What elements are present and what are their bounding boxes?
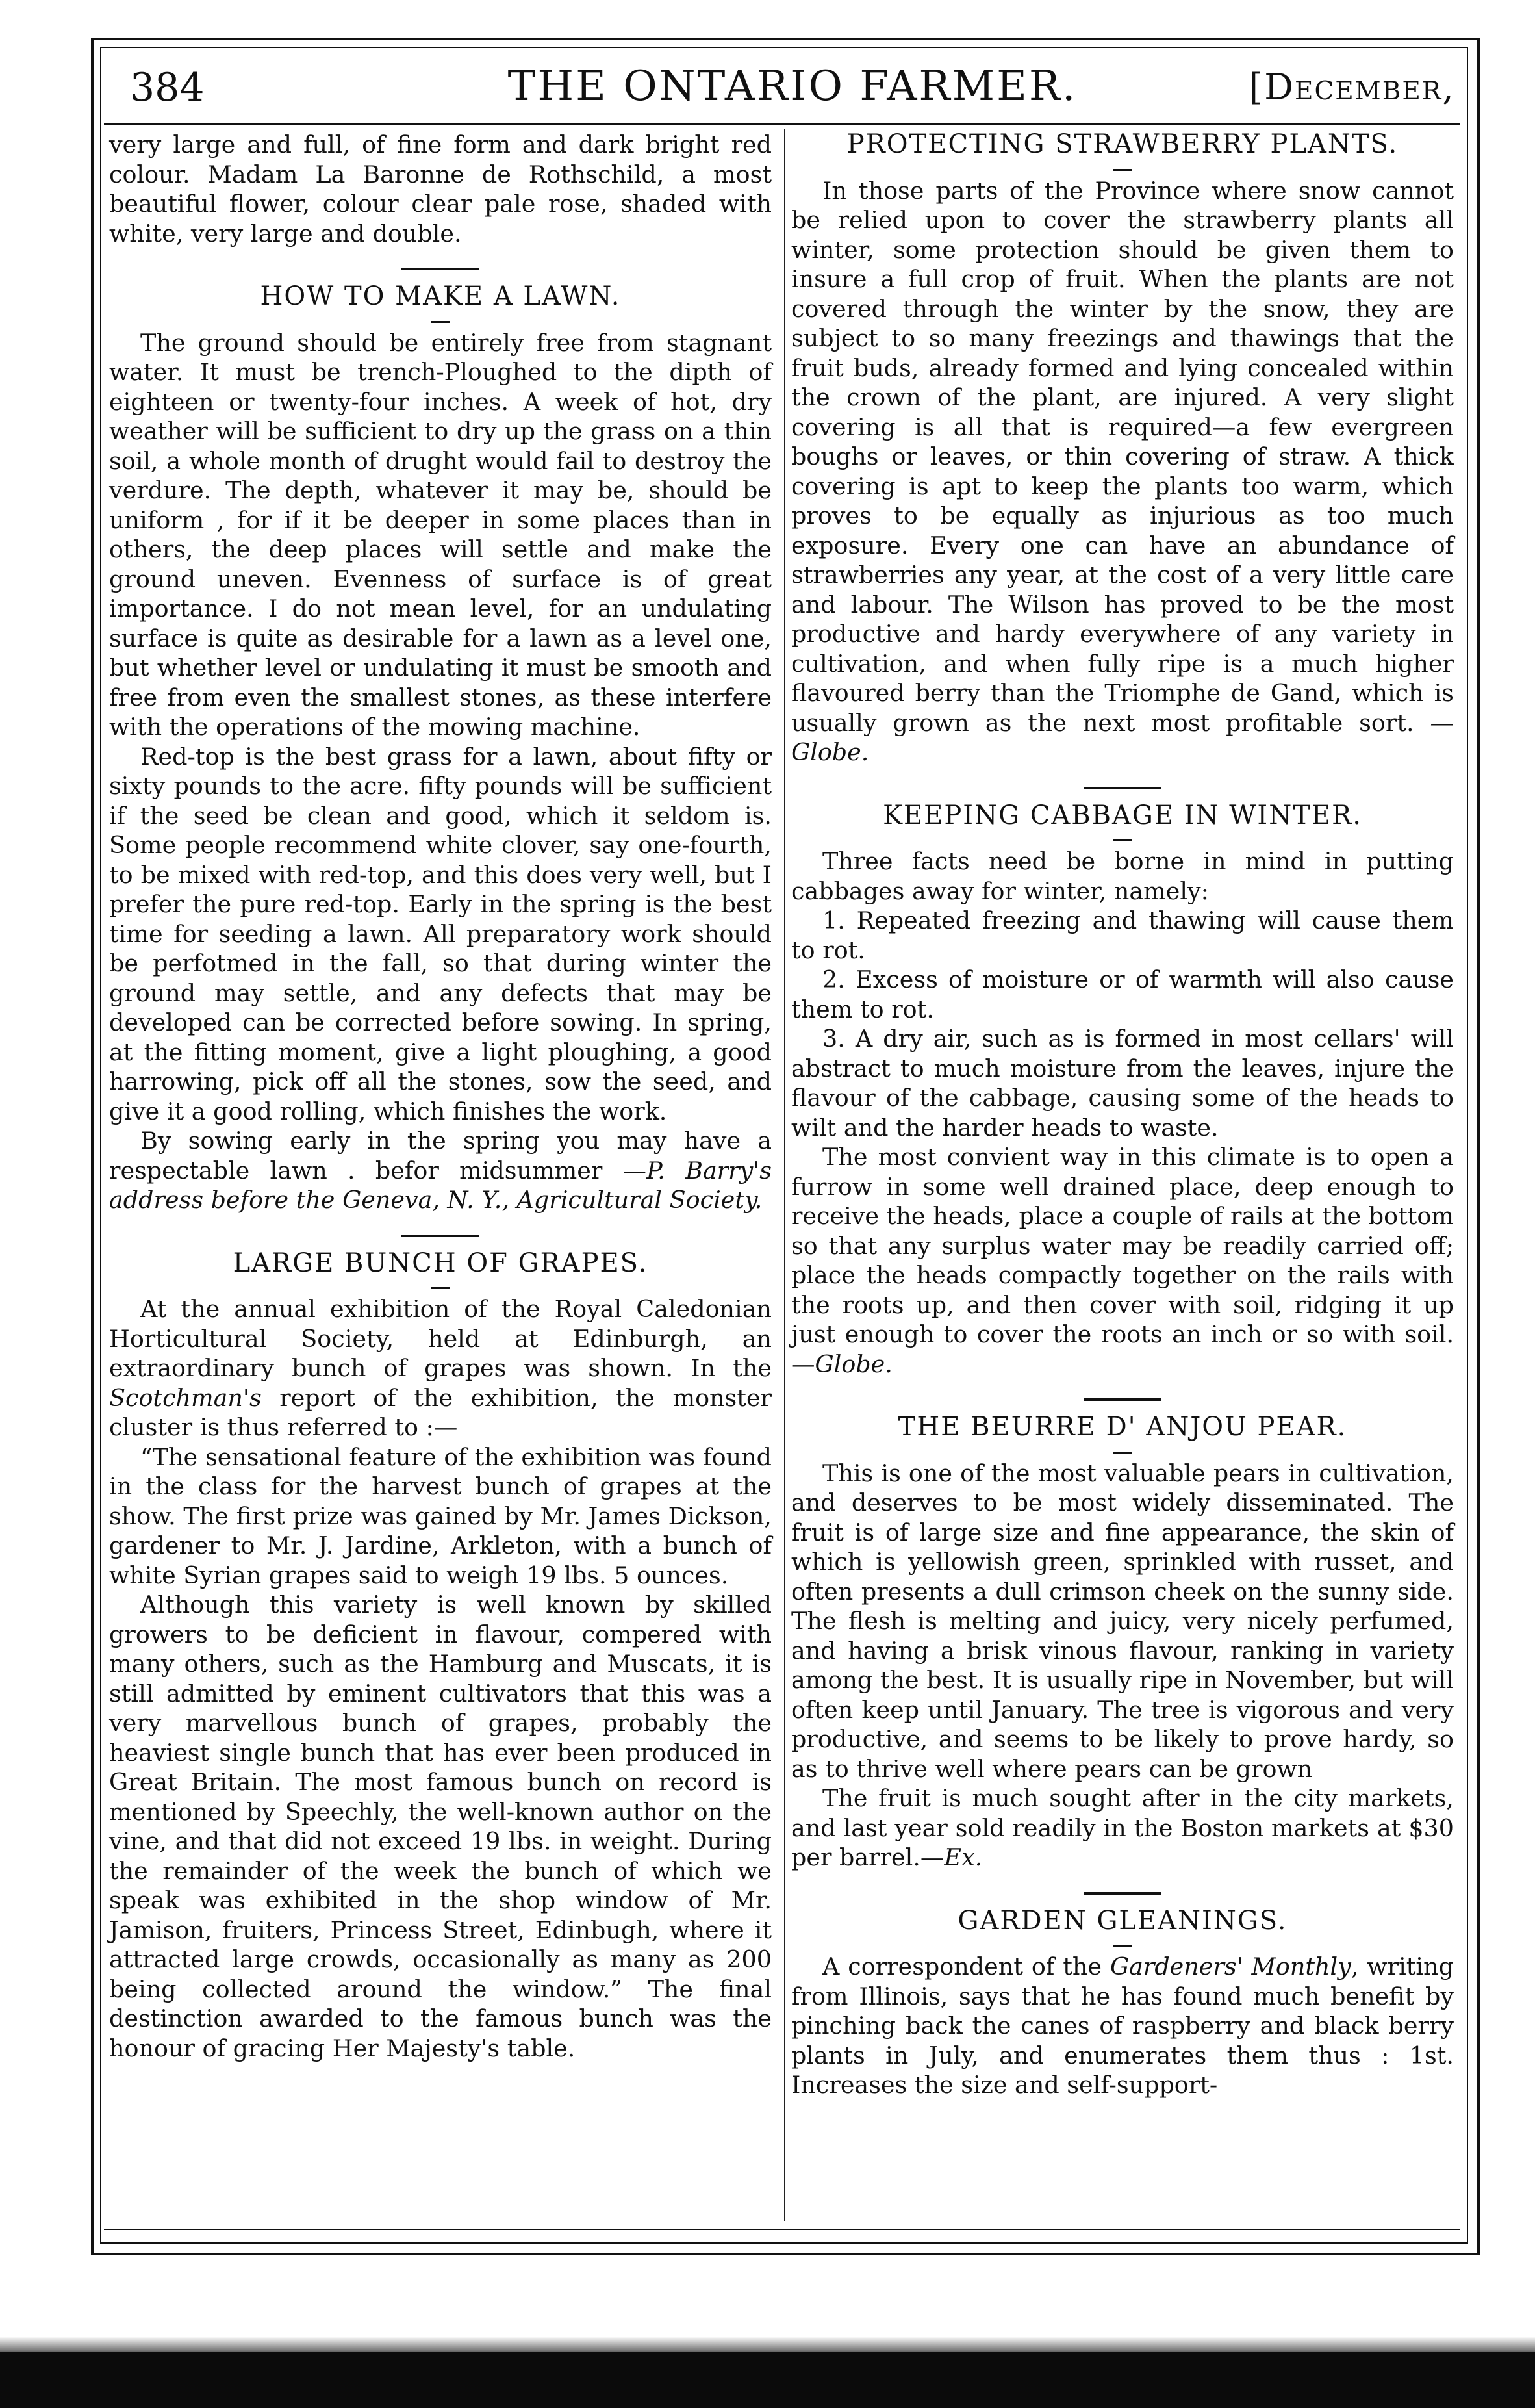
pear-source: Ex. xyxy=(944,1843,983,1871)
grapes-p1a: At the annual exhibition of the Royal Caledonian Horticultural Society, held at Edinburgh, an extraordinary bunch of grapes was shown. In the xyxy=(109,1295,772,1382)
gleanings-paragraph xyxy=(791,1952,1454,2100)
pear-heading: THE BEURRE D' ANJOU PEAR. xyxy=(898,1412,1347,1442)
gleanings-p1b: , writing from Illinois, says that he has found much benefit by pinching back the canes of raspberry and black berry plants in July, and enumerates them thus : 1st. Increases the size and self-support- xyxy=(791,1953,1454,2099)
pear-paragraph-2 xyxy=(791,1784,1454,1873)
lawn-p3-text: By sowing early in the spring you may have a respectable lawn . befor midsummer — xyxy=(109,1127,772,1185)
grapes-paragraph-3: Although this variety is well known by skilled growers to be deficient in flavour, compered with many others, such as the Hamburg and Muscats, it is still admitted by eminent cultivators that this was a very marvellous bunch of grapes, probably the heaviest single bunch that has ever been produced in Great Britain. The most famous bunch on record is mentioned by Speechly, the well-known author on the vine, and that did not exceed 19 lbs. in weight. During the remainder of the week the bunch of which we speak was exhibited in the shop window of Mr. Jamison, fruiters, Princess Street, Edinbugh, where it attracted large crowds, occasionally as many as 200 being collected around the window.” The final destinction awarded to the famous bunch was the honour of gracing Her Majesty's table. xyxy=(109,1591,772,2062)
page-header xyxy=(130,60,1455,118)
cabbage-paragraph-4: 3. A dry air, such as is formed in most cellars' will abstract to much moisture from the leaves, injure the flavour of the cabbage, causing some of the heads to wilt and the harder heads to waste. xyxy=(791,1025,1454,1142)
gleanings-source: Gardeners' Monthly xyxy=(1110,1953,1351,1980)
right-column xyxy=(791,130,1454,2100)
cabbage-source: Globe. xyxy=(815,1350,893,1378)
strawberry-paragraph xyxy=(791,176,1454,767)
bottom-rule xyxy=(104,2229,1460,2230)
lawn-paragraph-2: Red-top is the best grass for a lawn, about fifty or sixty pounds to the acre. fifty pounds will be sufficient if the seed be clean and good, which it seldom is. Some people recommend white clover, say one-fourth, to be mixed with red-top, and this does very well, but I prefer the pure red-top. Early in the spring is the best time for seeding a lawn. All preparatory work should be perfotmed in the fall, so that during winter the ground may settle, and any defects that may be developed can be corrected before sowing. In spring, at the fitting moment, give a light ploughing, a good harrowing, pick off all the stones, sow the seed, and give it a good rolling, which finishes the work. xyxy=(109,742,772,1125)
strawberry-source: —Globe. xyxy=(791,708,1454,766)
strawberry-text: In those parts of the Province where snow cannot be relied upon to cover the strawberry plants all winter, some protection should be given them to insure a full crop of fruit. When the plants are not covered through the winter by the snow, they are subject to so many freezings and thawings that the fruit buds, already formed and lying concealed within the crown of the plant, are injured. A very slight covering is all that is required—a few evergreen boughs or leaves, or thin covering of straw. A thick covering is apt to keep the plants too warm, which proves to be equally as injurious as too much exposure. Every one can have an abundance of strawberries any year, at the cost of a very little care and labour. The Wilson has proved to be the most productive and hardy everywhere of any variety in cultivation, and when fully ripe is a much higher flavoured berry than the Triomphe de Gand, which is usually grown as the next most profitable sort. xyxy=(791,176,1454,737)
gleanings-p1a: A correspondent of the xyxy=(822,1953,1110,1980)
header-rule xyxy=(104,123,1460,125)
grapes-paragraph-2: “The sensational feature of the exhibition was found in the class for the harvest bunch of grapes at the show. The first prize was gained by Mr. James Dickson, gardener to Mr. J. Jardine, Arkleton, with a bunch of white Syrian grapes said to weigh 19 lbs. 5 ounces. xyxy=(109,1442,772,1589)
grapes-p1b: report of the exhibition, the monster cluster is thus referred to :— xyxy=(109,1383,772,1441)
pear-paragraph-1: This is one of the most valuable pears in cultivation, and deserves to be most widely disseminated. The fruit is of large size and fine appearance, the skin of which is yellowish green, sprinkled with russet, and often presents a dull crimson cheek on the sunny side. The flesh is melting and juicy, very nicely perfumed, and having a brisk vinous flavour, ranking in variety among the best. It is usually ripe in November, but will often keep until January. The tree is vigorous and very productive, and seems to be likely to prove hardy, so as to thrive well where pears can be grown xyxy=(791,1459,1454,1783)
grapes-heading: LARGE BUNCH OF GRAPES. xyxy=(233,1248,648,1278)
scan-edge xyxy=(0,2352,1535,2408)
cabbage-paragraph-2: 1. Repeated freezing and thawing will cause them to rot. xyxy=(791,906,1454,964)
lawn-source: P. Barry's address before the Geneva, N. Y., Agricultural Society. xyxy=(109,1156,772,1214)
intro-paragraph: very large and full, of fine form and dark bright red colour. Madam La Baronne de Rothschild, a most beautiful flower, colour clear pale rose, shaded with white, very large and double. xyxy=(109,131,772,248)
lawn-heading: HOW TO MAKE A LAWN. xyxy=(260,281,621,311)
cabbage-p5-text: The most convient way in this climate is to open a furrow in some well drained place, deep enough to receive the heads, place a couple of rails at the bottom so that any surplus water may be readily carried off; place the heads compactly together on the rails with the roots up, and then cover with soil, ridging it up just enough to cover the roots an inch or so with soil.— xyxy=(791,1143,1454,1378)
column-divider xyxy=(784,129,785,2221)
left-column xyxy=(109,130,772,2063)
strawberry-heading: PROTECTING STRAWBERRY PLANTS. xyxy=(846,129,1399,159)
cabbage-paragraph-5 xyxy=(791,1142,1454,1379)
masthead-title: THE ONTARIO FARMER. xyxy=(507,62,1078,110)
cabbage-heading: KEEPING CABBAGE IN WINTER. xyxy=(883,800,1362,830)
cabbage-paragraph-1: Three facts need be borne in mind in putting cabbages away for winter, namely: xyxy=(791,847,1454,905)
grapes-source: Scotchman's xyxy=(109,1383,262,1412)
page-number: 384 xyxy=(130,65,205,110)
month-label: [December, xyxy=(1249,66,1455,109)
lawn-paragraph-3 xyxy=(109,1126,772,1215)
gleanings-heading: GARDEN GLEANINGS. xyxy=(958,1905,1288,1936)
lawn-paragraph-1: The ground should be entirely free from stagnant water. It must be trench-Ploughed to the dipth of eighteen or twenty-four inches. A week of hot, dry weather will be sufficient to dry up the grass on a thin soil, a whole month of drught would fail to destroy the verdure. The depth, whatever it may be, should be uniform , for if it be deeper in some places than in others, the deep places will settle and make the ground uneven. Evenness of surface is of great importance. I do not mean level, for an undulating surface is quite as desirable for a lawn as a level one, but whether level or undulating it must be smooth and free from even the smallest stones, as these interfere with the operations of the mowing machine. xyxy=(109,328,772,741)
cabbage-paragraph-3: 2. Excess of moisture or of warmth will also cause them to rot. xyxy=(791,966,1454,1023)
grapes-paragraph-1 xyxy=(109,1294,772,1442)
pear-p2-text: The fruit is much sought after in the city markets, and last year sold readily in the Boston markets at $30 per barrel.— xyxy=(791,1784,1454,1871)
scan-edge-shadow xyxy=(0,2337,1535,2352)
